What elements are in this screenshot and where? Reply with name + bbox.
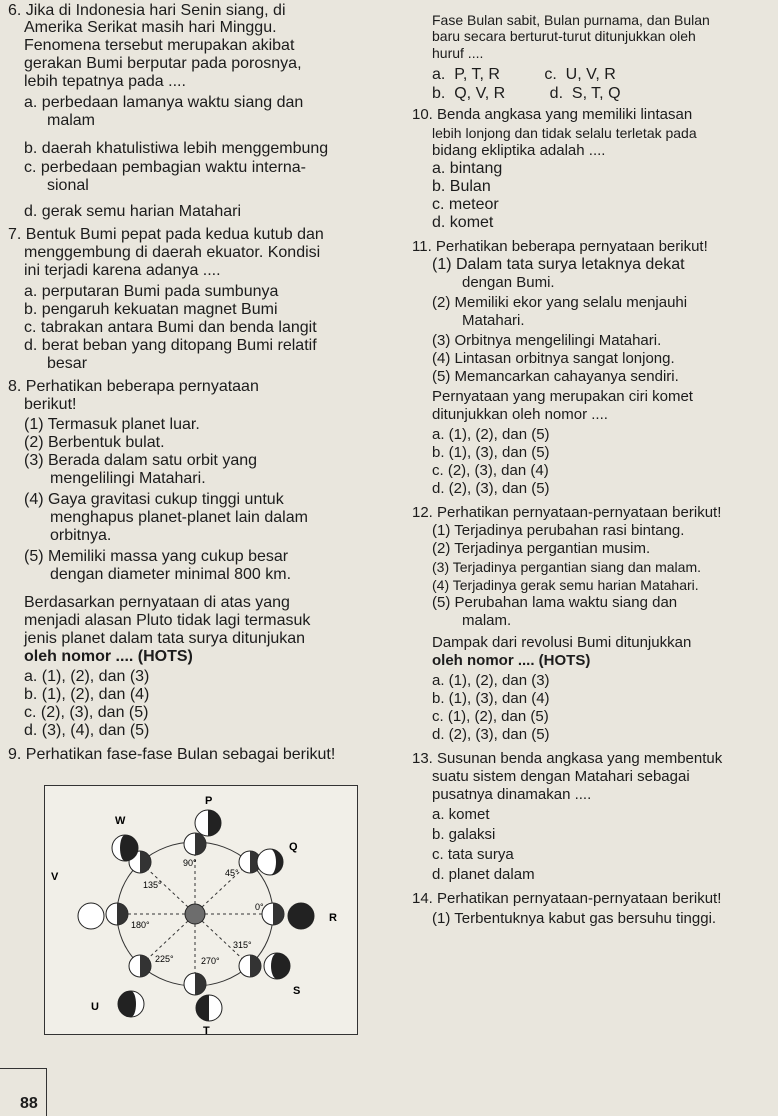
label-p: P [205,795,213,807]
text-line: lebih tepatnya pada .... [24,73,186,90]
text-line: huruf .... [432,45,484,61]
phase-moon-r [288,903,314,929]
option-a: a. (1), (2), dan (3) [24,668,150,685]
angle-label: 225° [155,954,174,964]
text-line: mengelilingi Matahari. [50,470,206,487]
text-line: besar [47,355,88,372]
question-13: 13. Susunan benda angkasa yang membentuk [412,750,723,767]
option-b: b. galaksi [432,826,496,843]
text-line: baru secara berturut-turut ditunjukkan oleh [432,28,696,44]
text-line: Fase Bulan sabit, Bulan purnama, dan Bulan [432,12,710,28]
option-d: d. komet [432,214,494,231]
orbit-moon-270 [184,973,206,995]
statement-5: (5) Perubahan lama waktu siang dan [432,594,678,611]
text-line: Dampak dari revolusi Bumi ditunjukkan [432,634,692,651]
phase-moon-s [264,953,290,979]
statement-2: (2) Terjadinya pergantian musim. [432,540,651,557]
question-6: 6. Jika di Indonesia hari Senin siang, di [8,2,286,19]
option-a: a. perbedaan lamanya waktu siang dan [24,94,304,111]
text-line: menggembung di daerah ekuator. Kondisi [24,244,321,261]
text-line: oleh nomor .... (HOTS) [24,648,193,665]
option-b: b. (1), (3), dan (4) [432,690,550,707]
text-line: berikut! [24,396,77,413]
option-c: c. tata surya [432,846,514,863]
angle-label: 315° [233,940,252,950]
question-9: 9. Perhatikan fase-fase Bulan sebagai berikut! [8,746,336,763]
label-s: S [293,985,301,997]
option-d: d. planet dalam [432,866,535,883]
statement-4: (4) Gaya gravitasi cukup tinggi untuk [24,491,284,508]
text-line: ditunjukkan oleh nomor .... [432,406,608,423]
statement-3: (3) Orbitnya mengelilingi Matahari. [432,332,662,349]
text-line: sional [47,177,89,194]
text-line: menghapus planet-planet lain dalam [50,509,308,526]
phase-moon-v [78,903,104,929]
option-c: c. (2), (3), dan (4) [432,462,549,479]
phase-moon-p [195,810,221,836]
question-14: 14. Perhatikan pernyataan-pernyataan berikut! [412,890,722,907]
option-d: d. berat beban yang ditopang Bumi relatif [24,337,317,354]
text-line: oleh nomor .... (HOTS) [432,652,591,669]
option-b: b. (1), (3), dan (5) [432,444,550,461]
label-t: T [203,1025,210,1034]
option-a: a. (1), (2), dan (3) [432,672,550,689]
angle-label: 180° [131,920,150,930]
statement-5: (5) Memiliki massa yang cukup besar [24,548,289,565]
text-line: dengan Bumi. [462,274,555,291]
option-b: b. pengaruh kekuatan magnet Bumi [24,301,278,318]
option-a: a. (1), (2), dan (5) [432,426,550,443]
option-c: c. tabrakan antara Bumi dan benda langit [24,319,317,336]
orbit-moon-180 [106,903,128,925]
label-r: R [329,912,337,924]
text-line: malam. [462,612,512,629]
label-u: U [91,1001,99,1013]
angle-label: 135° [143,880,162,890]
phase-moon-q [257,849,283,875]
orbit-moon-0 [262,903,284,925]
statement-4: (4) Terjadinya gerak semu harian Matahari. [432,577,699,593]
question-12: 12. Perhatikan pernyataan-pernyataan berikut! [412,504,722,521]
option-a: a. bintang [432,160,503,177]
text-line: menjadi alasan Pluto tidak lagi termasuk [24,612,311,629]
moon-phase-diagram [44,785,358,1035]
text-line: malam [47,112,96,129]
question-10: 10. Benda angkasa yang memiliki lintasan [412,106,693,123]
statement-2: (2) Berbentuk bulat. [24,434,165,451]
option-d: d. (2), (3), dan (5) [432,726,550,743]
text-line: Berdasarkan pernyataan di atas yang [24,594,290,611]
statement-3: (3) Terjadinya pergantian siang dan malam. [432,559,702,575]
label-v: V [51,871,59,883]
page-number: 88 [20,1095,38,1112]
text-line: ini terjadi karena adanya .... [24,262,221,279]
phase-moon-t [196,995,222,1021]
option-d: d. (3), (4), dan (5) [24,722,150,739]
statement-1: (1) Termasuk planet luar. [24,416,200,433]
label-q: Q [289,841,298,853]
moon-phase-svg [45,786,357,1034]
phase-moon-u [118,991,144,1017]
statement-1: (1) Dalam tata surya letaknya dekat [432,256,685,273]
label-w: W [115,815,126,827]
option-b: b. (1), (2), dan (4) [24,686,150,703]
option-c: c. (2), (3), dan (5) [24,704,149,721]
statement-1: (1) Terjadinya perubahan rasi bintang. [432,522,685,539]
statement-5: (5) Memancarkan cahayanya sendiri. [432,368,679,385]
text-line: Amerika Serikat masih hari Minggu. [24,19,277,36]
text-line: orbitnya. [50,527,112,544]
statement-1: (1) Terbentuknya kabut gas bersuhu tinggi. [432,910,717,927]
text-line: pusatnya dinamakan .... [432,786,592,803]
option-c: c. (1), (2), dan (5) [432,708,549,725]
option-d: d. gerak semu harian Matahari [24,203,241,220]
options-row: a. P, T, R c. U, V, R [432,66,616,83]
phase-moon-w [112,835,138,861]
option-d: d. (2), (3), dan (5) [432,480,550,497]
angle-label: 45° [225,868,239,878]
statement-4: (4) Lintasan orbitnya sangat lonjong. [432,350,675,367]
text-line: gerakan Bumi berputar pada porosnya, [24,55,302,72]
text-line: suatu sistem dengan Matahari sebagai [432,768,690,785]
text-line: Fenomena tersebut merupakan akibat [24,37,295,54]
orbit-moon-90 [184,833,206,855]
options-row: b. Q, V, R d. S, T, Q [432,85,621,102]
orbit-moon-225 [129,955,151,977]
option-c: c. meteor [432,196,499,213]
orbit-moon-315 [239,955,261,977]
text-line: bidang ekliptika adalah .... [432,142,606,159]
statement-2: (2) Memiliki ekor yang selalu menjauhi [432,294,688,311]
text-line: Matahari. [462,312,525,329]
question-7: 7. Bentuk Bumi pepat pada kedua kutub dan [8,226,324,243]
statement-3: (3) Berada dalam satu orbit yang [24,452,258,469]
page-number-box [0,1068,47,1116]
angle-label: 270° [201,956,220,966]
text-line: jenis planet dalam tata surya ditunjukan [24,630,306,647]
option-b: b. Bulan [432,178,491,195]
text-line: lebih lonjong dan tidak selalu terletak pada [432,125,697,141]
question-11: 11. Perhatikan beberapa pernyataan berikut! [412,238,708,255]
option-a: a. komet [432,806,490,823]
question-8: 8. Perhatikan beberapa pernyataan [8,378,259,395]
text-line: dengan diameter minimal 800 km. [50,566,292,583]
text-line: Pernyataan yang merupakan ciri komet [432,388,693,405]
angle-label: 0° [255,902,264,912]
angle-label: 90° [183,858,197,868]
option-b: b. daerah khatulistiwa lebih menggembung [24,140,329,157]
option-c: c. perbedaan pembagian waktu interna- [24,159,306,176]
option-a: a. perputaran Bumi pada sumbunya [24,283,279,300]
